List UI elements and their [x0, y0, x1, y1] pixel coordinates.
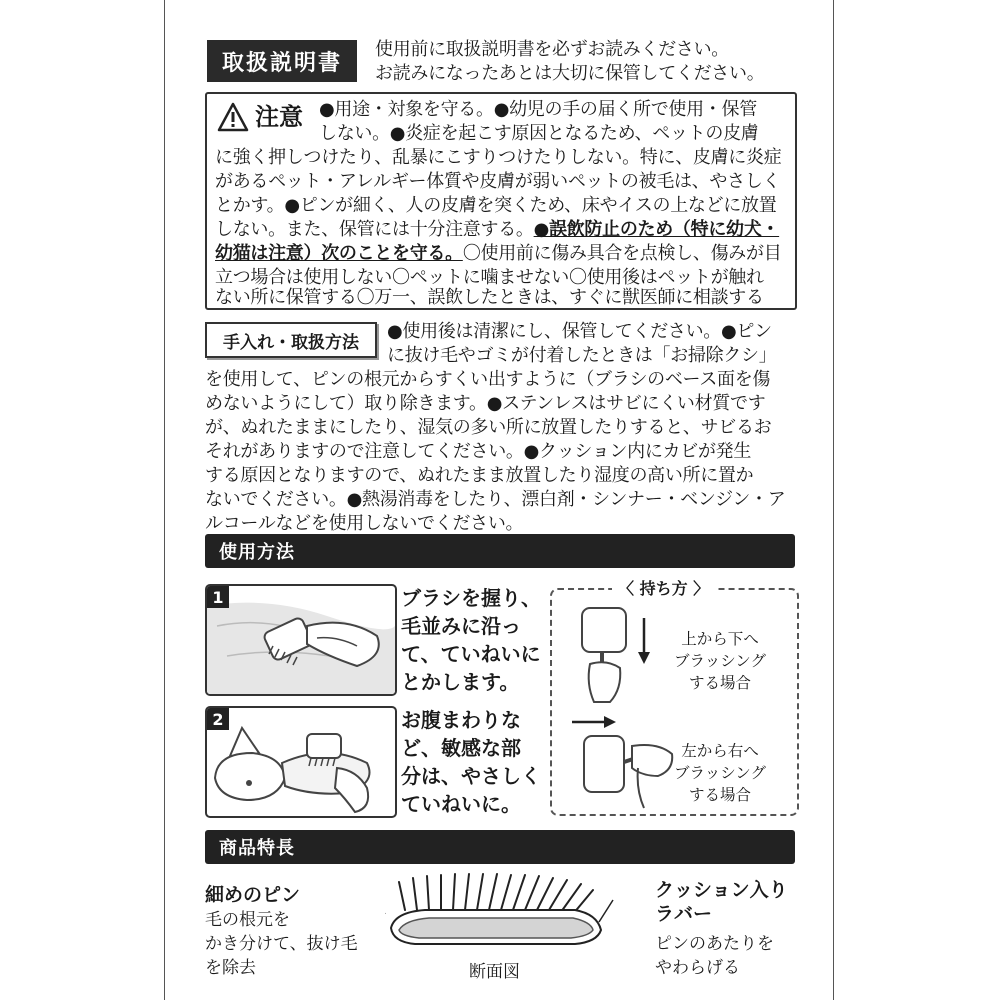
- cushion-rubber-text: [655, 932, 774, 980]
- fine-pins-text: [205, 908, 358, 980]
- step-2-line: ど、敏感な部: [401, 736, 521, 760]
- fine-pins-line: を除去: [205, 958, 256, 978]
- caution-line-7-bold: 幼猫は注意）次のことを守る。: [215, 243, 463, 264]
- holding-bottom-line: 左から右へ: [681, 742, 759, 760]
- care-line-9: ルコールなどを使用しないでください。: [205, 513, 524, 534]
- care-line-7: する原因となりますので、ぬれたまま放置したり湿度の高い所に置か: [205, 465, 754, 486]
- step-2-number: 2: [207, 708, 229, 730]
- caution-line-4: があるペット・アレルギー体質や皮膚が弱いペットの被毛は、やさしく: [215, 171, 781, 192]
- caution-line-1: ●用途・対象を守る。●幼児の手の届く所で使用・保管: [319, 99, 757, 120]
- brushing-back-illustration: [207, 586, 395, 694]
- cushion-rubber-line: ピンのあたりを: [655, 934, 774, 954]
- holding-top-line: する場合: [688, 674, 751, 692]
- features-section-bar: 商品特長: [205, 830, 795, 864]
- care-line-5: が、ぬれたままにしたり、湿気の多い所に放置したりすると、サビるお: [205, 417, 772, 438]
- step-1-line: 毛並みに沿っ: [401, 614, 521, 638]
- caution-line-5: とかす。●ピンが細く、人の皮膚を突くため、床やイスの上などに放置: [215, 195, 777, 216]
- brushing-belly-illustration: [207, 708, 395, 816]
- holding-bottom-text: [674, 740, 766, 806]
- warning-triangle-icon: [217, 102, 249, 132]
- care-line-6: それがありますので注意してください。●クッション内にカビが発生: [205, 441, 752, 462]
- step-2-text: [401, 706, 541, 818]
- caution-line-2: しない。●炎症を起こす原因となるため、ペットの皮膚: [319, 123, 759, 144]
- caution-line-6: [215, 218, 779, 242]
- brush-cross-section-diagram: [385, 870, 615, 960]
- care-line-1: ●使用後は清潔にし、保管してください。●ピン: [387, 321, 772, 342]
- holding-top-line: ブラッシング: [674, 652, 766, 670]
- caution-line-7-plain: 〇使用前に傷み具合を点検し、傷みが目: [462, 243, 782, 264]
- fine-pins-line: かき分けて、抜け毛: [205, 934, 358, 954]
- caution-label: 注意: [255, 103, 303, 131]
- step-1-line: ブラシを握り、: [401, 586, 541, 610]
- instruction-sheet: [164, 0, 834, 1000]
- fine-pins-line: 毛の根元を: [205, 910, 290, 930]
- intro-line-2: お読みになったあとは大切に保管してください。: [375, 63, 765, 84]
- intro-line-1: 使用前に取扱説明書を必ずお読みください。: [375, 39, 729, 60]
- horizontal-brushing-illustration: [566, 710, 676, 810]
- step-1-illustration: [205, 584, 397, 696]
- holding-method-box: [550, 579, 799, 816]
- fine-pins-heading: 細めのピン: [205, 884, 301, 906]
- holding-top-text: [674, 628, 766, 694]
- caution-line-6-plain: しない。また、保管には十分注意する。: [215, 219, 534, 240]
- care-line-8: ないでください。●熱湯消毒をしたり、漂白剤・シンナー・ベンジン・ア: [205, 489, 786, 510]
- caution-line-8: 立つ場合は使用しない〇ペットに噛ませない〇使用後はペットが触れ: [215, 267, 764, 288]
- holding-bottom-line: ブラッシング: [674, 764, 766, 782]
- care-label: 手入れ・取扱方法: [205, 322, 377, 358]
- step-2-line: 分は、やさしく: [401, 764, 541, 788]
- step-1-text: [401, 584, 541, 696]
- vertical-brushing-illustration: [572, 604, 672, 704]
- cross-section-caption: 断面図: [469, 962, 520, 982]
- step-2-line: ていねいに。: [401, 792, 521, 816]
- step-1-line: とかします。: [401, 670, 520, 694]
- caution-line-7: [215, 242, 781, 266]
- step-1-line: て、ていねいに: [401, 642, 541, 666]
- holding-title: 〈 持ち方 〉: [612, 576, 715, 599]
- caution-line-6-bold: ●誤飲防止のため（特に幼犬・: [533, 219, 780, 240]
- holding-top-line: 上から下へ: [681, 630, 759, 648]
- cushion-rubber-line: やわらげる: [655, 958, 740, 978]
- manual-title: 取扱説明書: [207, 40, 357, 82]
- step-2-line: お腹まわりな: [401, 708, 521, 732]
- caution-box: [205, 92, 797, 310]
- cushion-rubber-heading-line: ラバー: [655, 903, 713, 925]
- holding-bottom-line: する場合: [688, 786, 751, 804]
- step-1-number: 1: [207, 586, 229, 608]
- usage-section-bar: 使用方法: [205, 534, 795, 568]
- cushion-rubber-heading: [655, 878, 788, 926]
- caution-line-9: ない所に保管する〇万一、誤飲したときは、すぐに獣医師に相談する: [215, 287, 764, 308]
- care-line-3: を使用して、ピンの根元からすくい出すように（ブラシのベース面を傷: [205, 369, 771, 390]
- care-line-4: めないようにして）取り除きます。●ステンレスはサビにくい材質です: [205, 393, 766, 414]
- cushion-rubber-heading-line: クッション入り: [655, 879, 788, 901]
- step-2-illustration: [205, 706, 397, 818]
- care-line-2: に抜け毛やゴミが付着したときは「お掃除クシ」: [387, 345, 777, 366]
- caution-line-3: に強く押しつけたり、乱暴にこすりつけたりしない。特に、皮膚に炎症: [215, 147, 782, 168]
